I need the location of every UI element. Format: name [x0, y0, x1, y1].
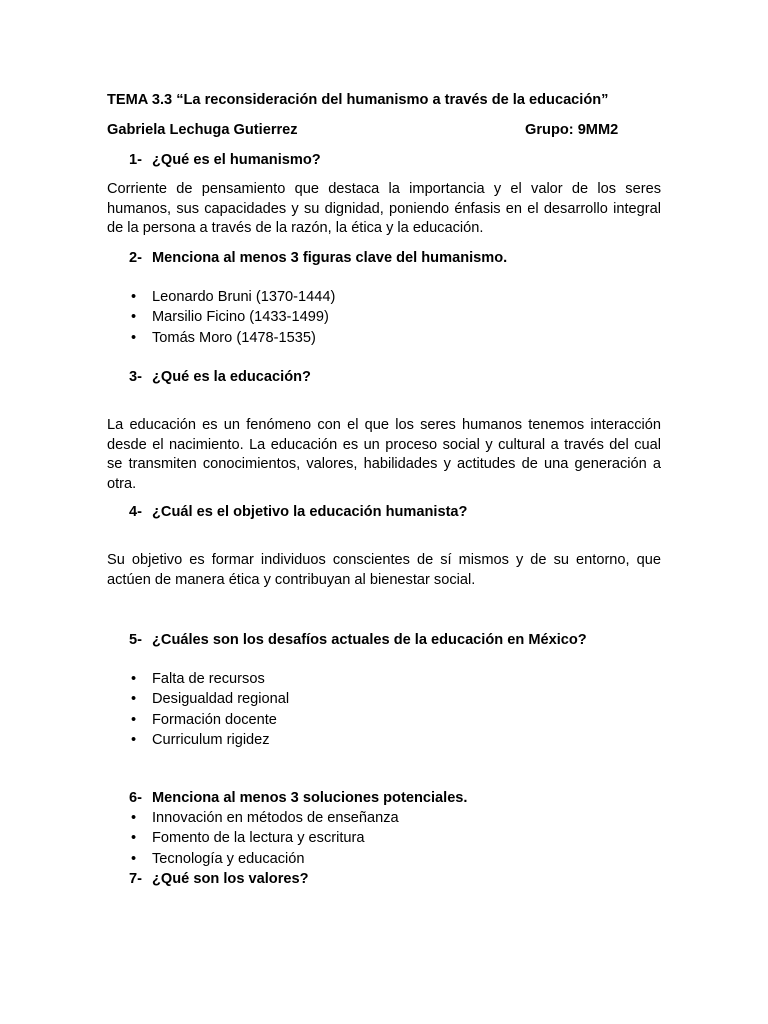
list-item: [129, 328, 335, 348]
list-item: [129, 307, 335, 327]
solutions-list: [129, 808, 399, 869]
challenges-list: [129, 669, 289, 750]
list-item: [129, 808, 399, 828]
question-text: Menciona al menos 3 soluciones potenciales.: [152, 790, 468, 806]
question-number: 7-: [129, 871, 142, 887]
bullet: •: [131, 731, 137, 748]
question-7: [129, 870, 309, 890]
author-name: Gabriela Lechuga Gutierrez: [107, 122, 298, 138]
question-4: [129, 503, 467, 523]
bullet: •: [131, 691, 137, 708]
bullet: •: [131, 309, 137, 326]
bullet: •: [131, 671, 137, 687]
list-item-text: Curriculum rigidez: [152, 731, 270, 748]
question-text: ¿Cuáles son los desafíos actuales de la educación en México?: [152, 632, 587, 648]
group-label: Grupo: 9MM2: [525, 122, 619, 138]
list-item-text: Leonardo Bruni (1370-1444): [152, 289, 336, 305]
answer-4: Su objetivo es formar individuos conscientes de sí mismos y de su entorno, que actúen de manera ética y contribuyan al bienestar social.: [107, 552, 661, 588]
question-number: 3-: [129, 369, 142, 385]
bullet: •: [131, 289, 137, 305]
list-item: [129, 689, 289, 709]
question-number: 5-: [129, 632, 142, 648]
document-title: TEMA 3.3 “La reconsideración del humanismo a través de la educación”: [107, 92, 609, 108]
list-item-text: Tomás Moro (1478-1535): [152, 329, 316, 346]
question-text: ¿Cuál es el objetivo la educación humanista?: [152, 504, 468, 520]
question-5: [129, 631, 587, 651]
question-3: [129, 368, 311, 388]
list-item: [129, 287, 335, 307]
bullet: •: [131, 810, 137, 826]
answer-3: La educación es un fenómeno con el que los seres humanos tenemos interacción desde el nacimiento. La educación es un proceso social y cultural a través del cual se transmiten conocimientos, valores, habilidades y actitudes de una generación a otra.: [107, 417, 661, 492]
list-item: [129, 669, 289, 689]
question-text: ¿Qué es el humanismo?: [152, 152, 321, 168]
bullet: •: [131, 329, 137, 346]
list-item-text: Marsilio Ficino (1433-1499): [152, 309, 329, 326]
question-number: 2-: [129, 250, 142, 266]
list-item: [129, 710, 289, 730]
question-number: 1-: [129, 152, 142, 168]
bullet: •: [131, 830, 137, 847]
question-6: [129, 789, 467, 809]
list-item-text: Desigualdad regional: [152, 691, 290, 708]
answer-1: Corriente de pensamiento que destaca la importancia y el valor de los seres humanos, sus capacidades y su dignidad, poniendo énfasis en el desarrollo integral de la persona a través de la razón, la ética y la educación.: [107, 181, 661, 237]
list-item-text: Tecnología y educación: [152, 850, 305, 867]
list-item: [129, 730, 289, 750]
question-2: [129, 249, 507, 269]
question-text: ¿Qué son los valores?: [152, 871, 309, 887]
question-text: Menciona al menos 3 figuras clave del humanismo.: [152, 250, 508, 266]
question-1: [129, 151, 321, 171]
question-number: 4-: [129, 504, 142, 520]
list-item-text: Innovación en métodos de enseñanza: [152, 810, 399, 826]
question-number: 6-: [129, 790, 142, 806]
list-item-text: Fomento de la lectura y escritura: [152, 830, 365, 847]
list-item: [129, 849, 399, 869]
bullet: •: [131, 850, 137, 867]
question-text: ¿Qué es la educación?: [152, 369, 311, 385]
list-item-text: Formación docente: [152, 711, 277, 728]
list-item: [129, 828, 399, 848]
list-item-text: Falta de recursos: [152, 671, 265, 687]
key-figures-list: [129, 287, 335, 348]
bullet: •: [131, 711, 137, 728]
